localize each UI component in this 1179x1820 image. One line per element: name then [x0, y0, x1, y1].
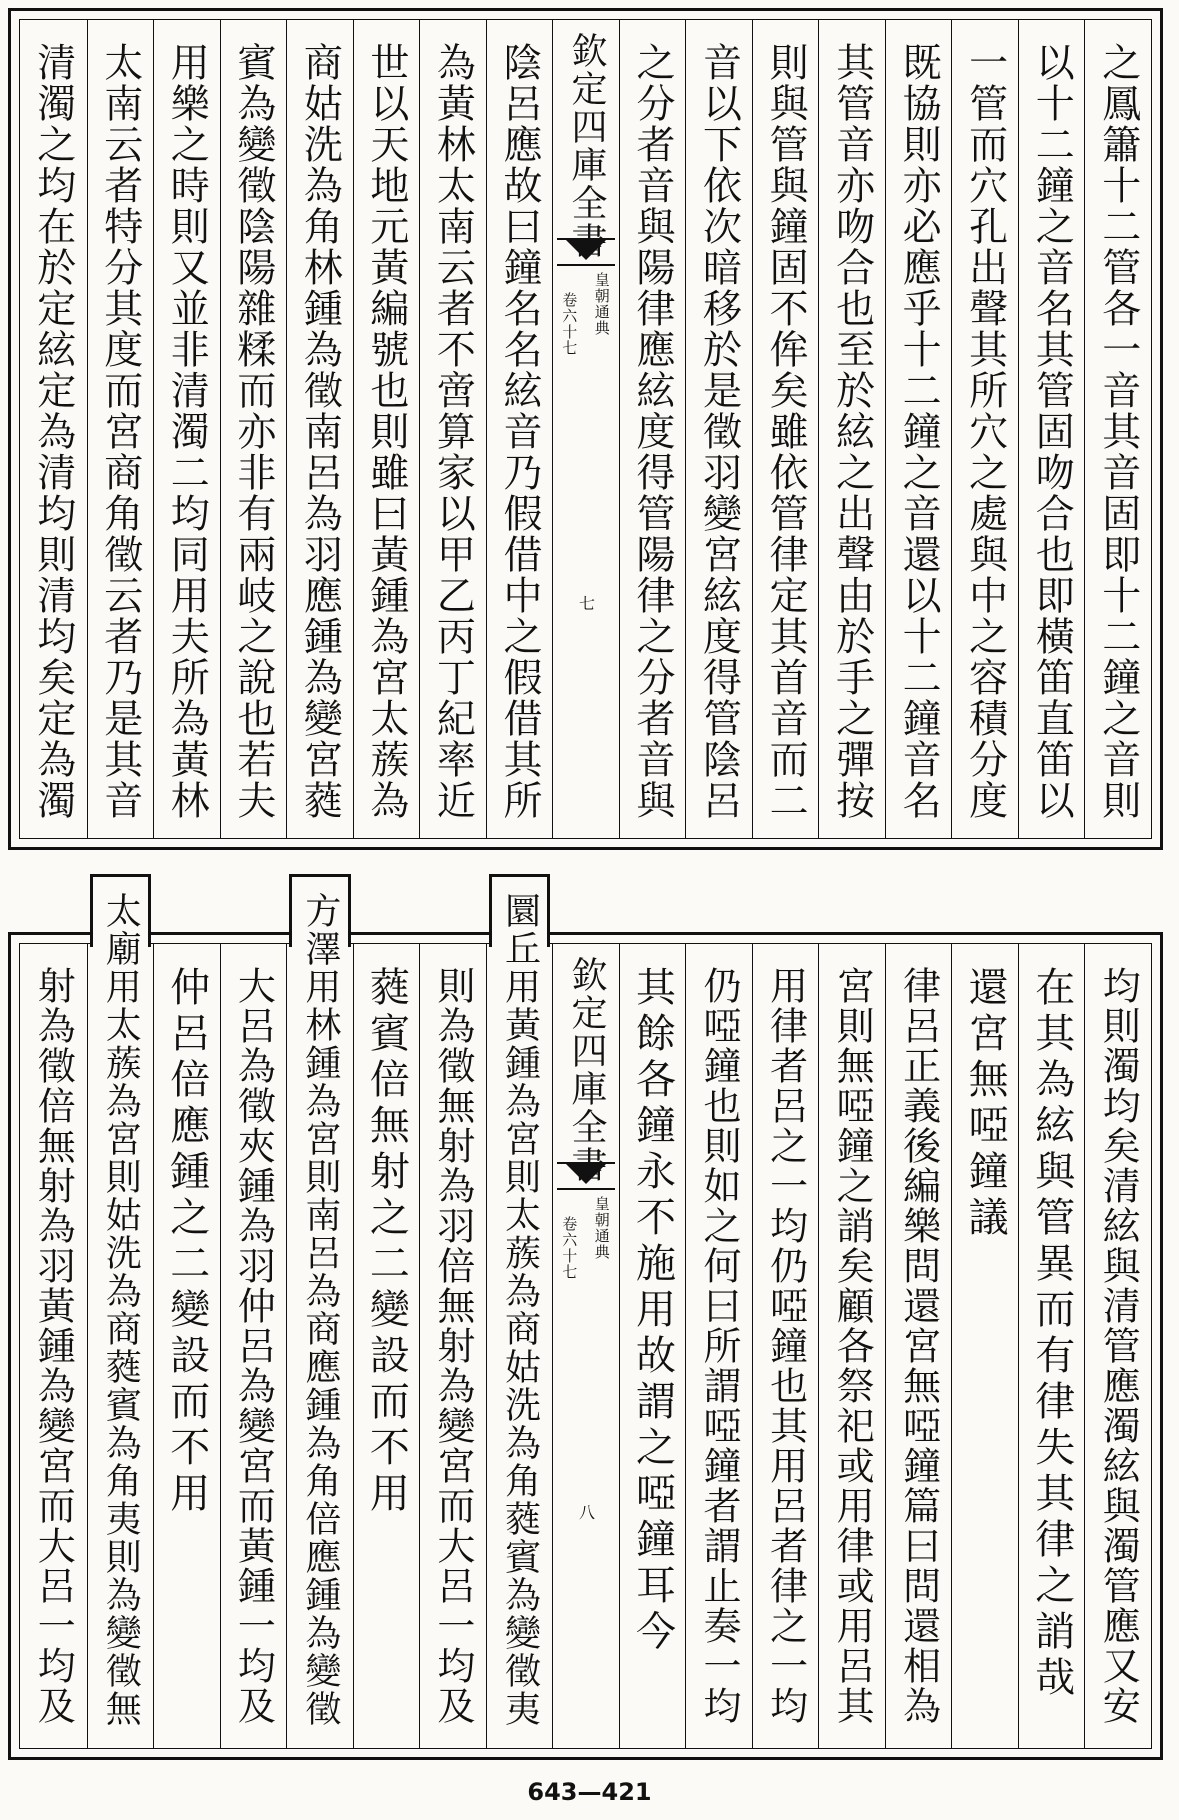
column-text: 圜丘用黃鍾為宮則太蔟為商姑洗為角蕤賓為變徵夷 — [499, 892, 541, 1728]
column-text: 以十二鐘之音名其管固吻合也即橫笛直笛以 — [1029, 42, 1075, 821]
text-column — [885, 20, 952, 838]
lower-page — [8, 892, 1163, 1760]
column-text: 其管音亦吻合也至於絃之出聲由於手之彈按 — [829, 42, 875, 821]
text-column — [87, 892, 154, 1748]
text-column — [353, 944, 420, 1748]
column-text: 陰呂應故曰鐘名名絃音乃假借中之假借其所 — [496, 42, 542, 821]
column-text: 還宮無啞鐘議 — [962, 966, 1009, 1242]
center-header-column — [552, 944, 619, 1748]
column-text: 一管而穴孔出聲其所穴之處與中之容積分度 — [962, 42, 1008, 821]
column-text: 則為徵無射為羽倍無射為變宮而大呂一均及 — [430, 966, 475, 1726]
center-header-column — [552, 20, 619, 838]
fish-tail-ornament — [557, 1162, 615, 1190]
folio-number: 七 — [576, 595, 596, 611]
text-column — [220, 944, 287, 1748]
column-text: 均則濁均矣清絃與清管應濁絃與濁管應又安 — [1096, 966, 1141, 1726]
column-text: 在其為絃與管異而有律失其律之誚哉 — [1028, 966, 1075, 1702]
column-text: 太南云者特分其度而宮商角徵云者乃是其音 — [97, 42, 143, 821]
text-column — [619, 944, 686, 1748]
column-text: 世以天地元黃編號也則雖曰黃鍾為宮太蔟為 — [363, 42, 409, 821]
text-column — [951, 20, 1018, 838]
text-column — [353, 20, 420, 838]
column-text: 射為徵倍無射為羽黃鍾為變宮而大呂一均及 — [31, 966, 76, 1726]
upper-page — [8, 8, 1163, 850]
book-title-header: 欽定四庫全書 — [565, 32, 607, 260]
column-text: 既協則亦必應乎十二鐘之音還以十二鐘音名 — [896, 42, 942, 821]
column-text: 大呂為徵夾鍾為羽仲呂為變宮而黃鍾一均及 — [231, 966, 276, 1726]
column-text: 律呂正義後編樂問還宮無啞鐘篇曰問還相為 — [896, 966, 941, 1726]
column-text: 其餘各鐘永不施用故謂之啞鐘耳今 — [629, 966, 676, 1656]
text-column — [286, 20, 353, 838]
column-text: 商姑洗為角林鍾為徵南呂為羽應鍾為變宮蕤 — [297, 42, 343, 821]
text-column — [220, 20, 287, 838]
column-text: 方澤用林鍾為宮則南呂為商應鍾為角倍應鍾為變徵 — [299, 892, 341, 1728]
text-column — [752, 944, 819, 1748]
text-column — [1018, 944, 1085, 1748]
text-column — [685, 20, 752, 838]
column-text: 清濁之均在於定絃定為清均則清均矣定為濁 — [30, 42, 76, 821]
column-text: 賓為變徵陰陽雜糅而亦非有兩岐之說也若夫 — [230, 42, 276, 821]
upper-page-frame — [19, 19, 1152, 839]
text-column — [486, 20, 553, 838]
sub-volume: 卷六十七 — [560, 1216, 579, 1280]
column-text: 用樂之時則又並非清濁二均同用夫所為黃林 — [164, 42, 210, 821]
column-text: 為黃林太南云者不啻算家以甲乙丙丁紀率近 — [430, 42, 476, 821]
text-column — [486, 892, 553, 1748]
column-text: 太廟用太蔟為宮則姑洗為商蕤賓為角夷則為變徵無 — [100, 892, 142, 1728]
text-column — [951, 944, 1018, 1748]
text-column — [1018, 20, 1085, 838]
text-column — [818, 944, 885, 1748]
column-text: 仲呂倍應鍾之二變設而不用 — [163, 966, 210, 1518]
page-number-footer: 643—421 — [527, 1778, 652, 1806]
text-column — [286, 892, 353, 1748]
text-column — [153, 944, 220, 1748]
text-column — [1084, 944, 1151, 1748]
column-text: 之鳳簫十二管各一音其音固即十二鐘之音則 — [1095, 42, 1141, 821]
text-column — [818, 20, 885, 838]
text-column — [1084, 20, 1151, 838]
text-column — [752, 20, 819, 838]
sub-title: 皇朝通典 — [592, 272, 611, 336]
column-text: 蕤賓倍無射之二變設而不用 — [363, 966, 410, 1518]
text-column — [685, 944, 752, 1748]
fish-tail-ornament — [557, 238, 615, 266]
text-column — [419, 944, 486, 1748]
text-column — [153, 20, 220, 838]
sub-volume: 卷六十七 — [560, 292, 579, 356]
lower-page-frame — [19, 892, 1152, 1749]
folio-number: 八 — [576, 1504, 596, 1520]
column-text: 宮則無啞鐘之誚矣顧各祭祀或用律或用呂其 — [830, 966, 875, 1726]
column-text: 仍啞鐘也則如之何曰所謂啞鐘者謂止奏一均 — [697, 966, 742, 1726]
column-text: 音以下依次暗移於是徵羽變宮絃度得管陰呂 — [696, 42, 742, 821]
column-text: 則與管與鐘固不侔矣雖依管律定其首音而二 — [763, 42, 809, 821]
text-column — [619, 20, 686, 838]
text-column — [885, 944, 952, 1748]
column-text: 之分者音與陽律應絃度得管陽律之分者音與 — [630, 42, 675, 821]
text-column — [20, 944, 87, 1748]
text-column — [419, 20, 486, 838]
book-title-header: 欽定四庫全書 — [565, 956, 607, 1184]
text-column — [87, 20, 154, 838]
column-text: 用律者呂之一均仍啞鐘也其用呂者律之一均 — [763, 966, 808, 1726]
sub-title: 皇朝通典 — [592, 1196, 611, 1260]
text-column — [20, 20, 87, 838]
